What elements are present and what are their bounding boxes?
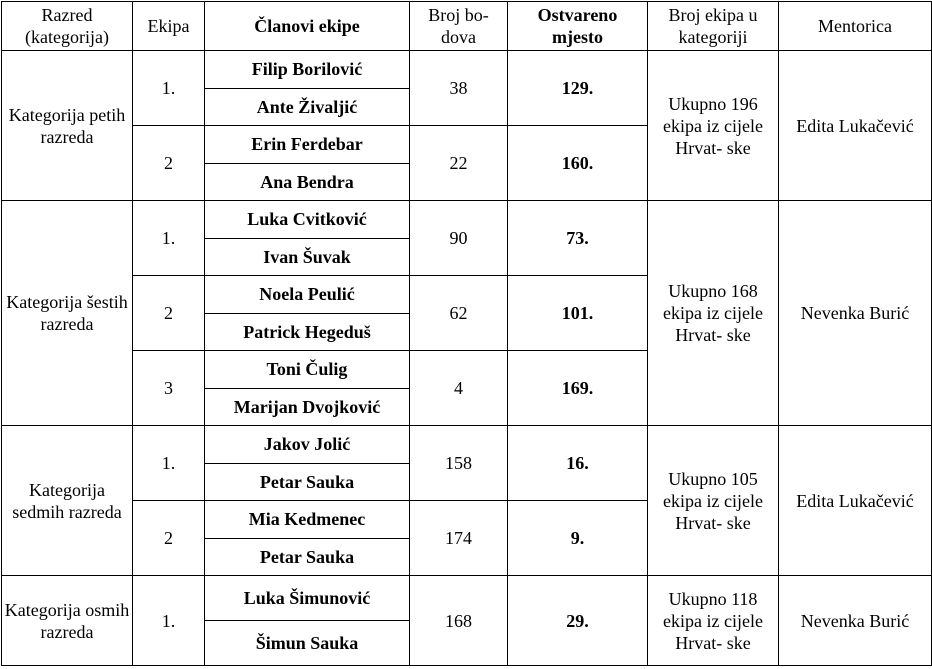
table-row — [2, 576, 932, 621]
team-label-cell: 1. — [133, 576, 205, 666]
member-name-cell: Luka Šimunović — [205, 576, 410, 621]
teams-total-cell: Ukupno 196 ekipa iz cijele Hrvat- ske — [648, 51, 779, 201]
points-cell: 168 — [410, 576, 508, 666]
team-label-cell: 1. — [133, 426, 205, 501]
category-name-cell: Kategorija osmih razreda — [2, 576, 133, 666]
header-team: Ekipa — [133, 2, 205, 51]
member-name-cell: Erin Ferdebar — [205, 126, 410, 164]
table-row — [2, 51, 932, 89]
points-cell: 174 — [410, 501, 508, 576]
competition-results-table — [1, 1, 932, 666]
table-row — [2, 201, 932, 239]
header-members: Članovi ekipe — [205, 2, 410, 51]
team-label-cell: 1. — [133, 201, 205, 276]
member-name-cell: Filip Borilović — [205, 51, 410, 89]
mentor-cell: Edita Lukačević — [779, 426, 932, 576]
place-cell: 101. — [508, 276, 648, 351]
place-cell: 129. — [508, 51, 648, 126]
member-name-cell: Mia Kedmenec — [205, 501, 410, 539]
member-name-cell: Noela Peulić — [205, 276, 410, 314]
header-points: Broj bo- dova — [410, 2, 508, 51]
place-cell: 160. — [508, 126, 648, 201]
place-cell: 73. — [508, 201, 648, 276]
teams-total-cell: Ukupno 118 ekipa iz cijele Hrvat- ske — [648, 576, 779, 666]
team-label-cell: 1. — [133, 51, 205, 126]
points-cell: 38 — [410, 51, 508, 126]
teams-total-cell: Ukupno 168 ekipa iz cijele Hrvat- ske — [648, 201, 779, 426]
place-cell: 29. — [508, 576, 648, 666]
header-place: Ostvareno mjesto — [508, 2, 648, 51]
member-name-cell: Ivan Šuvak — [205, 238, 410, 276]
member-name-cell: Patrick Hegeduš — [205, 313, 410, 351]
points-cell: 90 — [410, 201, 508, 276]
team-label-cell: 2 — [133, 126, 205, 201]
place-cell: 16. — [508, 426, 648, 501]
mentor-cell: Nevenka Burić — [779, 576, 932, 666]
member-name-cell: Luka Cvitković — [205, 201, 410, 239]
points-cell: 62 — [410, 276, 508, 351]
table-row — [2, 426, 932, 464]
member-name-cell: Toni Čulig — [205, 351, 410, 389]
member-name-cell: Ante Živaljić — [205, 88, 410, 126]
team-label-cell: 3 — [133, 351, 205, 426]
member-name-cell: Šimun Sauka — [205, 621, 410, 666]
team-label-cell: 2 — [133, 501, 205, 576]
header-mentor: Mentorica — [779, 2, 932, 51]
member-name-cell: Marijan Dvojković — [205, 388, 410, 426]
member-name-cell: Ana Bendra — [205, 163, 410, 201]
header-teams-count: Broj ekipa u kategoriji — [648, 2, 779, 51]
points-cell: 4 — [410, 351, 508, 426]
category-name-cell: Kategorija petih razreda — [2, 51, 133, 201]
mentor-cell: Edita Lukačević — [779, 51, 932, 201]
member-name-cell: Jakov Jolić — [205, 426, 410, 464]
teams-total-cell: Ukupno 105 ekipa iz cijele Hrvat- ske — [648, 426, 779, 576]
member-name-cell: Petar Sauka — [205, 463, 410, 501]
team-label-cell: 2 — [133, 276, 205, 351]
category-name-cell: Kategorija sedmih razreda — [2, 426, 133, 576]
place-cell: 9. — [508, 501, 648, 576]
points-cell: 22 — [410, 126, 508, 201]
place-cell: 169. — [508, 351, 648, 426]
points-cell: 158 — [410, 426, 508, 501]
mentor-cell: Nevenka Burić — [779, 201, 932, 426]
header-category: Razred (kategorija) — [2, 2, 133, 51]
member-name-cell: Petar Sauka — [205, 538, 410, 576]
header-row — [2, 2, 932, 51]
category-name-cell: Kategorija šestih razreda — [2, 201, 133, 426]
